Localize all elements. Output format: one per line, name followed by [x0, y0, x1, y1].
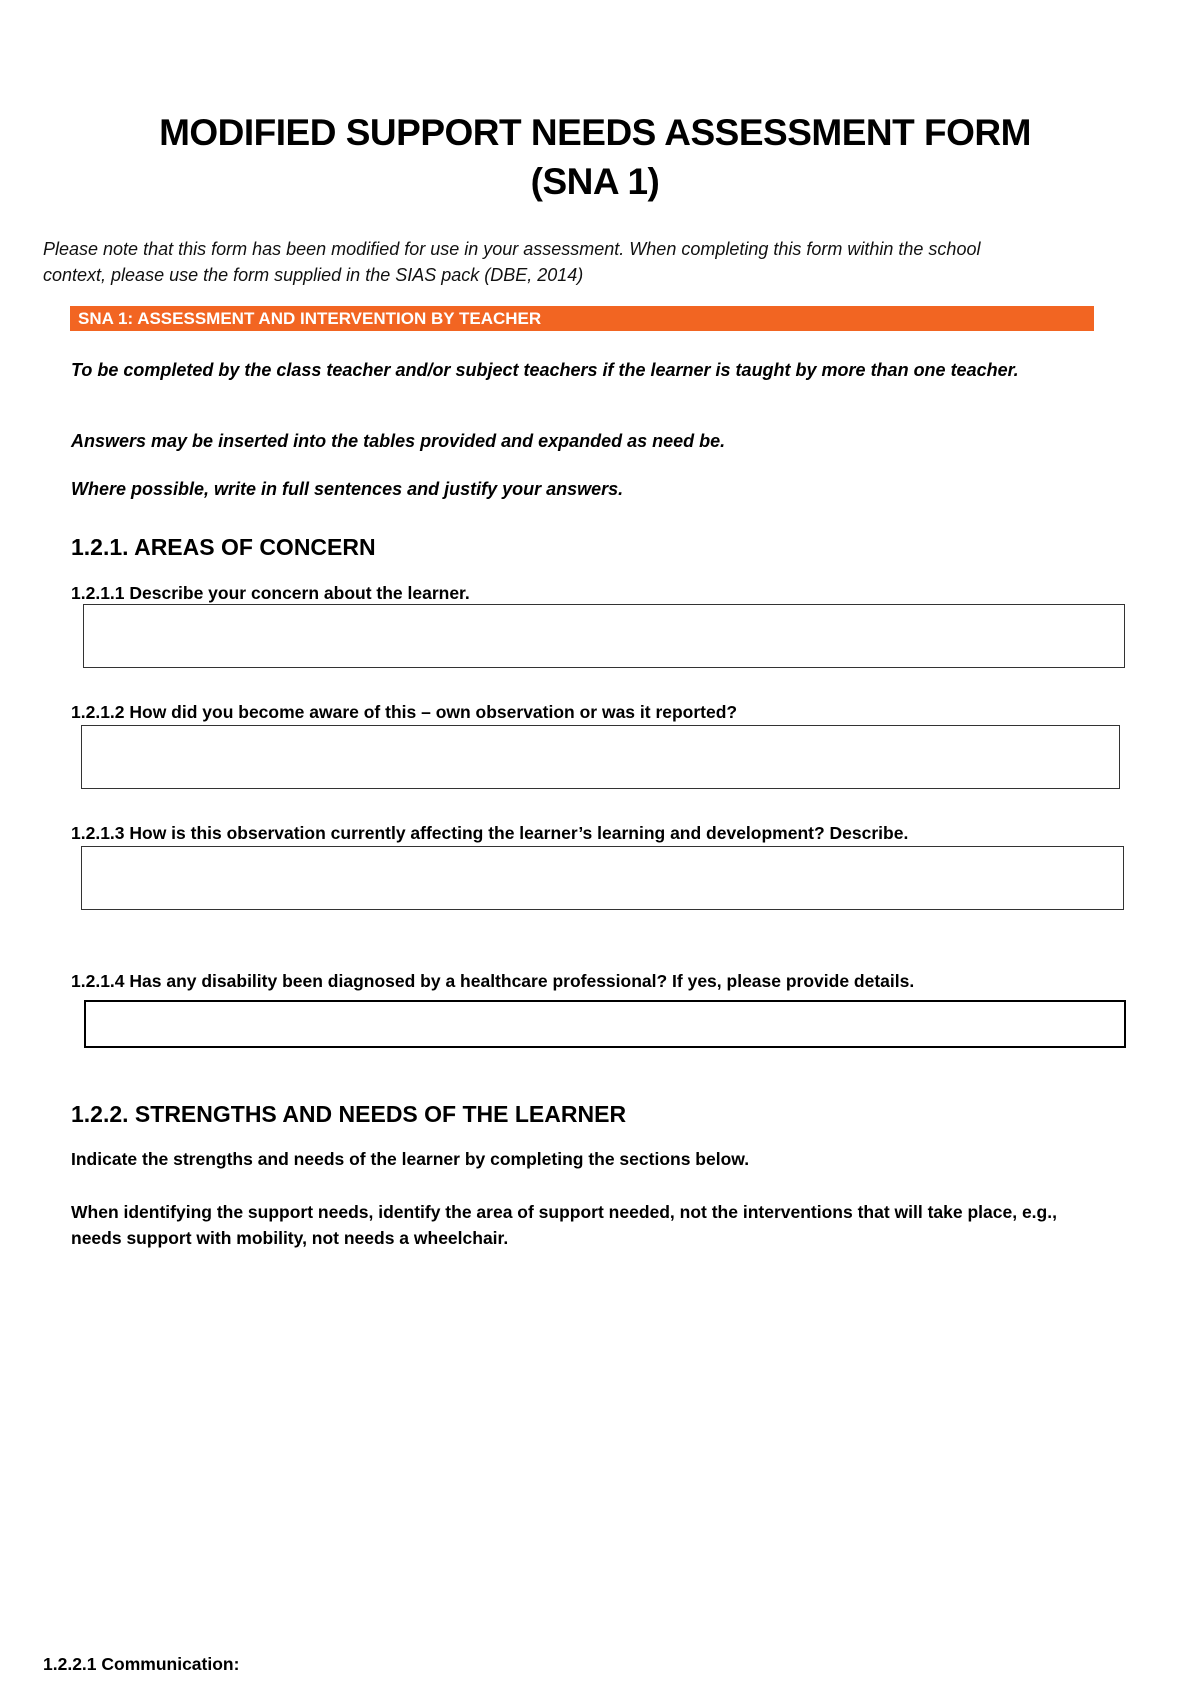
- page-title-line-2: (SNA 1): [530, 161, 660, 202]
- instruction-full-sentences: Where possible, write in full sentences and justify your answers.: [71, 479, 624, 499]
- intro-note: Please note that this form has been modified for use in your assessment. When completing this form within the school context, please use the form supplied in the SIAS pack (DBE, 2014): [43, 239, 981, 285]
- section-banner: SNA 1: ASSESSMENT AND INTERVENTION BY TEACHER: [70, 306, 1094, 331]
- instruction-completed-by: To be completed by the class teacher and/or subject teachers if the learner is taught by more than one teacher.: [71, 360, 1019, 380]
- instruction-answers: Answers may be inserted into the tables provided and expanded as need be.: [71, 431, 726, 451]
- answer-box-1-2-1-3[interactable]: [81, 846, 1124, 910]
- strengths-needs-paragraph-2: When identifying the support needs, identify the area of support needed, not the interventions that will take place, e.g., needs support with mobility, not needs a wheelchair.: [71, 1202, 1057, 1248]
- strengths-needs-paragraph-1: Indicate the strengths and needs of the learner by completing the sections below.: [71, 1149, 750, 1169]
- section-heading-strengths-and-needs: 1.2.2. STRENGTHS AND NEEDS OF THE LEARNER: [71, 1101, 627, 1127]
- subsection-communication: 1.2.2.1 Communication:: [43, 1654, 240, 1674]
- answer-box-1-2-1-4[interactable]: [84, 1000, 1126, 1048]
- section-heading-areas-of-concern: 1.2.1. AREAS OF CONCERN: [71, 534, 376, 560]
- question-1-2-1-1: 1.2.1.1 Describe your concern about the learner.: [71, 583, 470, 603]
- page-title-line-1: MODIFIED SUPPORT NEEDS ASSESSMENT FORM: [159, 112, 1031, 153]
- answer-box-1-2-1-2[interactable]: [81, 725, 1120, 789]
- question-1-2-1-4: 1.2.1.4 Has any disability been diagnosed by a healthcare professional? If yes, please provide details.: [71, 971, 915, 991]
- question-1-2-1-2: 1.2.1.2 How did you become aware of this – own observation or was it reported?: [71, 702, 738, 722]
- answer-box-1-2-1-1[interactable]: [83, 604, 1125, 668]
- question-1-2-1-3: 1.2.1.3 How is this observation currently affecting the learner’s learning and development? Describe.: [71, 823, 909, 843]
